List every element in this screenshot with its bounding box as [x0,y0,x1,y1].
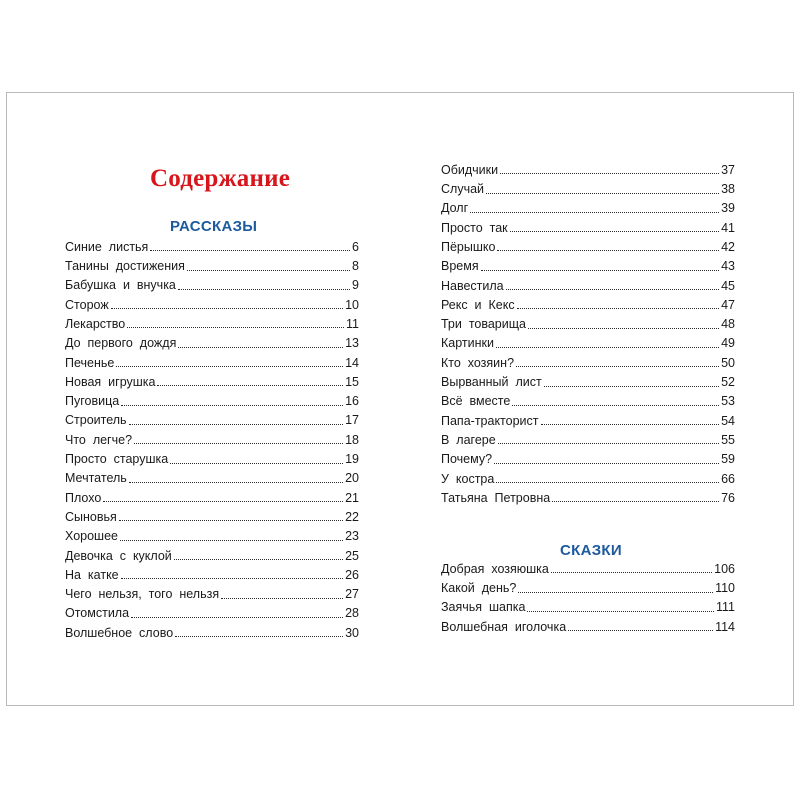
dotted-leader [516,366,719,367]
dotted-leader [527,611,714,612]
dotted-leader [528,328,719,329]
dotted-leader [174,559,343,560]
toc-page-number: 28 [345,606,359,621]
toc-page-number: 37 [721,162,735,177]
toc-entry-title: Бабушка и внучка [65,278,176,293]
toc-page-number: 11 [346,316,359,331]
dotted-leader [131,617,343,618]
toc-page-number: 18 [345,432,359,447]
toc-entry-title: На катке [65,567,119,582]
toc-page-number: 19 [345,452,359,467]
toc-page-number: 26 [345,567,359,582]
dotted-leader [517,308,720,309]
toc-entry-title: Печенье [65,355,115,370]
toc-entry [441,429,735,448]
toc-entry [441,178,735,197]
dotted-leader [120,540,343,541]
dotted-leader [111,308,343,309]
dotted-leader [470,212,719,213]
toc-entry-title: Всё вместе [441,394,511,409]
toc-entry [65,622,359,641]
toc-entry [65,525,359,544]
toc-entry-title: Плохо [65,490,102,505]
toc-page-number: 21 [345,490,359,505]
dotted-leader [568,630,713,631]
toc-entry [65,545,359,564]
dotted-leader [121,578,343,579]
toc-entry [441,217,735,236]
toc-entry [441,616,735,635]
dotted-leader [486,193,719,194]
dotted-leader [496,482,719,483]
toc-entry-title: Просто старушка [65,452,169,467]
toc-entry-title: Волшебная иголочка [441,619,567,634]
toc-page-number: 76 [721,490,735,505]
dotted-leader [510,231,719,232]
toc-page-number: 43 [721,259,735,274]
toc-entry-title: Картинки [441,336,494,351]
toc-page-number: 66 [721,471,735,486]
toc-page-number: 59 [721,452,735,467]
toc-entry [441,468,735,487]
toc-page-number: 47 [721,297,735,312]
toc-page-number: 106 [714,561,735,576]
toc-page-number: 53 [721,394,735,409]
toc-page-number: 22 [345,509,359,524]
toc-entry-title: Пёрышко [441,239,496,254]
dotted-leader [178,347,343,348]
toc-page-number: 110 [715,581,735,596]
toc-entry [441,371,735,390]
toc-entry [441,198,735,217]
toc-page-number: 52 [721,375,735,390]
dotted-leader [175,636,343,637]
toc-entry-title: Вырванный лист [441,375,542,390]
toc-entry [65,371,359,390]
dotted-leader [127,327,344,328]
toc-entry [65,255,359,274]
toc-entry [441,255,735,274]
toc-entry [65,487,359,506]
toc-entry [441,597,735,616]
toc-page-number: 17 [345,413,359,428]
toc-entry [441,294,735,313]
toc-entry-title: Пуговица [65,394,120,409]
dotted-leader [544,386,719,387]
toc-page-number: 54 [721,413,735,428]
dotted-leader [481,270,719,271]
toc-page-number: 48 [721,317,735,332]
toc-page-number: 114 [715,619,735,634]
toc-entry-title: Танины достижения [65,259,185,274]
toc-page-number: 10 [345,297,359,312]
toc-entry [441,410,735,429]
dotted-leader [496,347,719,348]
toc-entry-title: Строитель [65,413,127,428]
toc-entry [65,390,359,409]
toc-entry [65,603,359,622]
toc-entry [441,313,735,332]
toc-entry [65,506,359,525]
toc-page-number: 9 [352,278,359,293]
toc-entry-title: Обидчики [441,162,499,177]
toc-entry [441,352,735,371]
stories-list-right [441,159,735,506]
toc-page-number: 42 [721,239,735,254]
toc-entry [65,429,359,448]
dotted-leader [150,250,350,251]
toc-entry-title: Мечтатель [65,471,127,486]
toc-entry [65,468,359,487]
toc-entry [65,410,359,429]
dotted-leader [500,173,719,174]
toc-entry [65,236,359,255]
toc-entry [441,577,735,596]
toc-page-number: 38 [721,182,735,197]
toc-page-number: 41 [721,220,735,235]
toc-page-number: 55 [721,432,735,447]
toc-entry-title: Случай [441,182,485,197]
dotted-leader [187,270,350,271]
toc-entry-title: Сторож [65,297,109,312]
toc-entry-title: Татьяна Петровна [441,490,551,505]
toc-entry-title: Три товарища [441,317,526,332]
toc-page-number: 13 [345,336,359,351]
toc-entry-title: Волшебное слово [65,625,174,640]
toc-page-number: 111 [715,600,735,615]
toc-entry-title: Сыновья [65,509,117,524]
toc-entry-title: Просто так [441,220,508,235]
toc-entry-title: У костра [441,471,495,486]
toc-page-number: 45 [721,278,735,293]
contents-title: Содержание [150,165,291,192]
dotted-leader [129,482,343,483]
toc-entry-title: Новая игрушка [65,374,156,389]
dotted-leader [552,501,719,502]
toc-page-number: 50 [721,355,735,370]
toc-entry [441,275,735,294]
toc-entry [65,313,359,332]
toc-entry [441,333,735,352]
dotted-leader [129,424,344,425]
stories-list-left [65,236,359,641]
toc-page-number: 20 [345,471,359,486]
toc-entry-title: Синие листья [65,239,149,254]
toc-entry-title: Отомстила [65,606,130,621]
section-heading-stories: РАССКАЗЫ [170,218,258,235]
dotted-leader [116,366,343,367]
toc-entry [65,352,359,371]
toc-entry-title: Добрая хозяюшка [441,561,549,576]
toc-entry-title: Долг [441,201,469,216]
dotted-leader [178,289,350,290]
toc-entry [65,448,359,467]
dotted-leader [494,463,719,464]
toc-page-number: 16 [345,394,359,409]
toc-entry [65,583,359,602]
toc-entry [441,159,735,178]
dotted-leader [506,289,719,290]
toc-entry-title: Папа-тракторист [441,413,539,428]
dotted-leader [170,463,343,464]
dotted-leader [541,424,720,425]
toc-entry-title: До первого дождя [65,336,177,351]
toc-entry [65,294,359,313]
toc-page-number: 15 [345,374,359,389]
toc-entry [65,275,359,294]
toc-entry-title: В лагере [441,432,496,447]
dotted-leader [221,598,343,599]
toc-entry-title: Какой день? [441,581,517,596]
toc-entry-title: Рекс и Кекс [441,297,515,312]
dotted-leader [551,572,712,573]
toc-entry [441,448,735,467]
dotted-leader [103,501,343,502]
toc-entry [441,391,735,410]
toc-entry-title: Время [441,259,479,274]
toc-entry-title: Что легче? [65,432,133,447]
toc-entry-title: Навестила [441,278,504,293]
dotted-leader [121,405,343,406]
dotted-leader [512,405,719,406]
toc-entry-title: Чего нельзя, того нельзя [65,587,220,602]
toc-page-number: 30 [345,625,359,640]
toc-page-number: 49 [721,336,735,351]
toc-entry-title: Почему? [441,452,493,467]
toc-entry [441,487,735,506]
toc-entry [65,564,359,583]
toc-page-number: 8 [352,259,359,274]
dotted-leader [518,592,713,593]
toc-entry [65,332,359,351]
toc-entry-title: Хорошее [65,529,118,544]
dotted-leader [134,443,343,444]
toc-entry [441,558,735,577]
dotted-leader [157,385,343,386]
dotted-leader [497,250,719,251]
toc-entry-title: Заячья шапка [441,600,526,615]
toc-entry-title: Кто хозяин? [441,355,515,370]
toc-entry [441,236,735,255]
tales-list [441,558,735,635]
section-heading-tales: СКАЗКИ [560,542,622,559]
dotted-leader [498,443,719,444]
toc-page-number: 25 [345,548,359,563]
toc-page-number: 14 [345,355,359,370]
toc-page-number: 6 [352,239,359,254]
dotted-leader [119,520,343,521]
toc-entry-title: Лекарство [65,316,126,331]
toc-page-number: 39 [721,201,735,216]
toc-entry-title: Девочка с куклой [65,548,172,563]
toc-page-number: 23 [345,529,359,544]
toc-page-number: 27 [345,587,359,602]
